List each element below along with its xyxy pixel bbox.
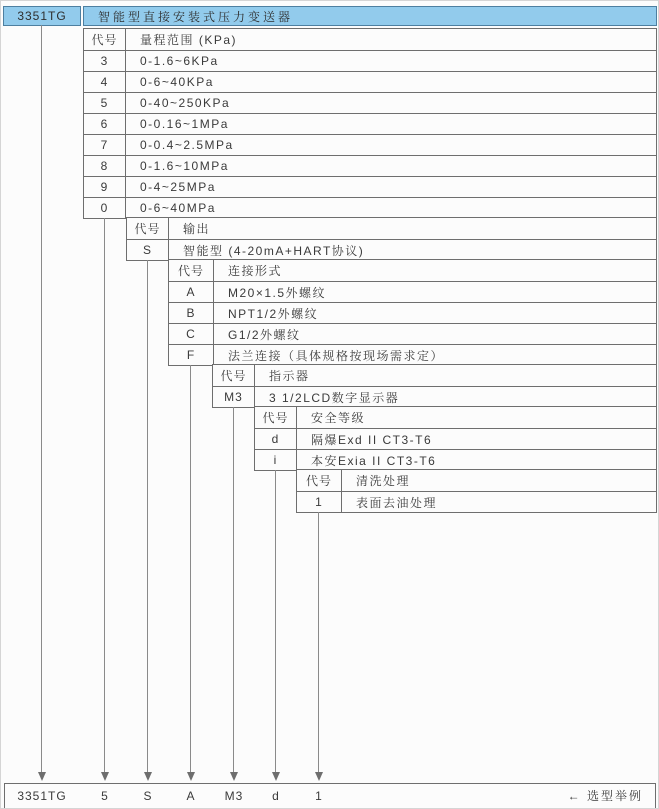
connector-line-range — [104, 218, 105, 772]
desc-cell: 智能型 (4-20mA+HART协议) — [183, 243, 365, 258]
table-row — [255, 449, 656, 470]
table-row — [84, 113, 656, 134]
table-row — [84, 134, 656, 155]
product-title-header — [83, 6, 657, 26]
example-code-connection: A — [186, 789, 196, 803]
table-row — [297, 491, 656, 512]
example-note-label: ← 选型举例 — [567, 789, 643, 803]
code-cell: d — [255, 429, 297, 449]
table-header-row — [127, 218, 656, 239]
code-cell: 3 — [84, 51, 126, 71]
table-cleaning — [296, 469, 657, 513]
code-cell: 0 — [84, 198, 126, 218]
code-cell: 7 — [84, 135, 126, 155]
code-cell: 1 — [297, 492, 342, 512]
model-code-label: 3351TG — [17, 9, 67, 23]
code-column-header: 代号 — [297, 470, 342, 491]
desc-cell: 3 1/2LCD数字显示器 — [269, 390, 400, 405]
desc-column-header: 指示器 — [269, 369, 310, 383]
table-row — [169, 344, 656, 365]
code-cell: A — [169, 282, 214, 302]
desc-cell: G1/2外螺纹 — [228, 327, 301, 342]
desc-cell: 法兰连接（具体规格按现场需求定） — [228, 348, 445, 363]
code-cell: 8 — [84, 156, 126, 176]
connector-line-model — [41, 25, 42, 772]
code-cell: i — [255, 450, 297, 470]
table-row — [169, 302, 656, 323]
table-row — [169, 281, 656, 302]
code-cell: F — [169, 345, 214, 365]
code-cell: 6 — [84, 114, 126, 134]
table-header-row — [255, 407, 656, 428]
code-cell: C — [169, 324, 214, 344]
table-row — [84, 155, 656, 176]
arrow-down-icon — [230, 772, 238, 781]
desc-column-header: 清洗处理 — [356, 474, 411, 488]
code-column-header: 代号 — [213, 365, 255, 386]
code-cell: B — [169, 303, 214, 323]
arrow-down-icon — [272, 772, 280, 781]
code-cell: 5 — [84, 93, 126, 113]
desc-cell: 0-4~25MPa — [140, 180, 216, 194]
desc-cell: 0-6~40MPa — [140, 201, 216, 215]
connector-line-indicator — [233, 407, 234, 772]
model-code-header — [3, 6, 81, 26]
table-row — [84, 50, 656, 71]
arrow-down-icon — [144, 772, 152, 781]
table-row — [84, 71, 656, 92]
arrow-down-icon — [101, 772, 109, 781]
code-cell: M3 — [213, 387, 255, 407]
table-row — [169, 323, 656, 344]
example-code-range: 5 — [101, 789, 109, 803]
code-column-header: 代号 — [169, 260, 214, 281]
example-code-indicator: M3 — [224, 789, 244, 803]
table-output — [126, 217, 657, 261]
table-range — [83, 28, 657, 219]
connector-line-cleaning — [318, 512, 319, 772]
table-row — [213, 386, 656, 407]
example-code-cleaning: 1 — [315, 789, 323, 803]
example-code-safety: d — [272, 789, 280, 803]
example-row — [4, 783, 656, 809]
table-indicator — [212, 364, 657, 408]
code-column-header: 代号 — [84, 29, 126, 50]
table-header-row — [297, 470, 656, 491]
desc-column-header: 安全等级 — [311, 411, 366, 425]
example-code-output: S — [143, 789, 153, 803]
connector-line-output — [147, 260, 148, 772]
desc-cell: 0-0.4~2.5MPa — [140, 138, 234, 152]
desc-cell: 隔爆Exd II CT3-T6 — [311, 432, 433, 447]
table-row — [127, 239, 656, 260]
desc-cell: 0-6~40KPa — [140, 75, 214, 89]
table-row — [84, 92, 656, 113]
example-code-model: 3351TG — [17, 789, 67, 803]
desc-column-header: 输出 — [183, 222, 211, 236]
table-row — [84, 176, 656, 197]
product-title-label: 智能型直接安装式压力变送器 — [98, 9, 294, 24]
connector-line-connection — [190, 365, 191, 772]
arrow-down-icon — [315, 772, 323, 781]
code-cell: 4 — [84, 72, 126, 92]
connector-line-safety — [275, 470, 276, 772]
desc-cell: 本安Exia II CT3-T6 — [311, 453, 437, 468]
table-row — [84, 197, 656, 218]
table-header-row — [213, 365, 656, 386]
code-column-header: 代号 — [127, 218, 169, 239]
desc-cell: M20×1.5外螺纹 — [228, 285, 327, 300]
desc-cell: NPT1/2外螺纹 — [228, 306, 319, 321]
table-connection — [168, 259, 657, 366]
desc-cell: 0-1.6~10MPa — [140, 159, 229, 173]
table-safety — [254, 406, 657, 471]
table-row — [255, 428, 656, 449]
desc-cell: 0-40~250KPa — [140, 96, 231, 110]
code-cell: 9 — [84, 177, 126, 197]
table-header-row — [169, 260, 656, 281]
desc-column-header: 量程范围 (KPa) — [140, 33, 238, 47]
desc-cell: 表面去油处理 — [356, 495, 438, 510]
arrow-down-icon — [38, 772, 46, 781]
desc-column-header: 连接形式 — [228, 264, 283, 278]
table-header-row — [84, 29, 656, 50]
code-cell: S — [127, 240, 169, 260]
desc-cell: 0-1.6~6KPa — [140, 54, 219, 68]
desc-cell: 0-0.16~1MPa — [140, 117, 229, 131]
arrow-down-icon — [187, 772, 195, 781]
code-column-header: 代号 — [255, 407, 297, 428]
